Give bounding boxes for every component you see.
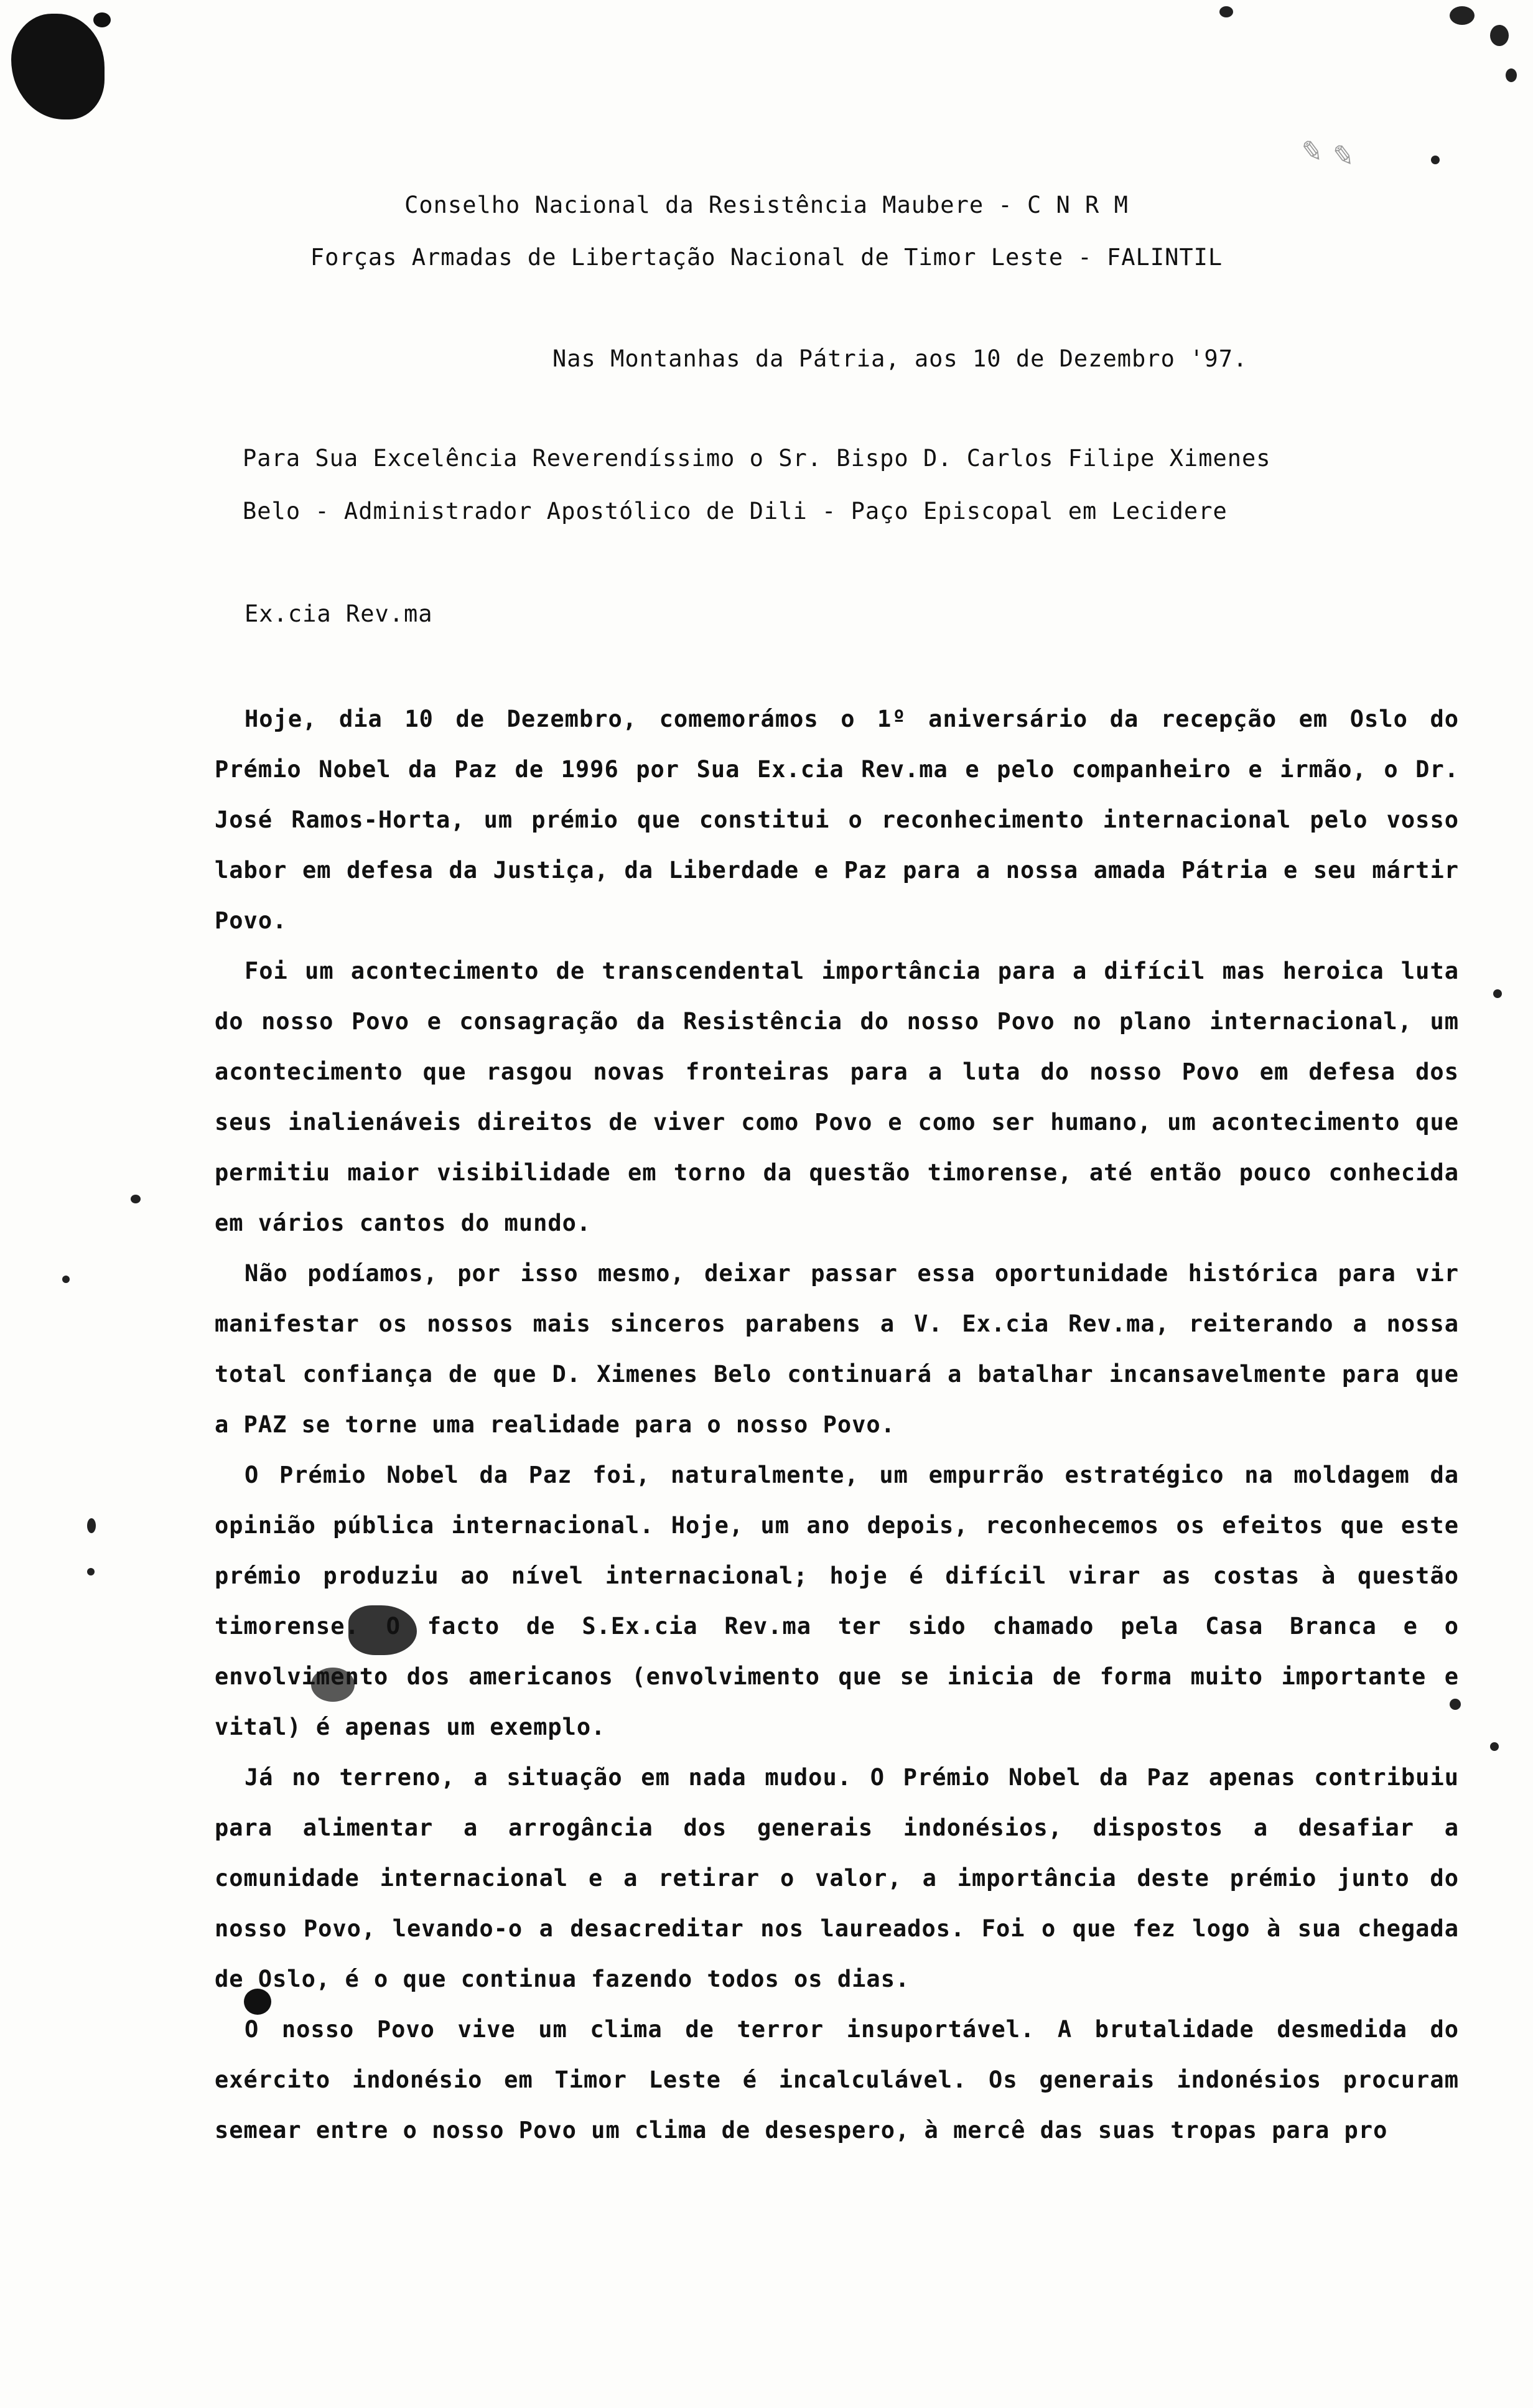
speck <box>1450 6 1475 25</box>
ink-blot-top-left <box>11 14 105 119</box>
salutation: Ex.cia Rev.ma <box>245 600 433 627</box>
speck <box>87 1518 96 1533</box>
addressee-line-2: Belo - Administrador Apostólico de Dili - Paço Episcopal em Lecidere <box>243 498 1228 525</box>
speck <box>1490 1742 1499 1751</box>
body-paragraph-2: Foi um acontecimento de transcendental importância para a difícil mas heroica luta do nosso Povo e consagração da Resistência do nosso Povo no plano internacional, um acontecimento que rasgou novas fronteiras para a luta do nosso Povo em defesa dos seus inalienáveis direitos de viver como Povo e como ser humano, um acontecimento que permitiu maior visibilidade em torno da questão timorense, até então pouco conhecida em vários cantos do mundo. <box>215 958 1459 1236</box>
body-paragraph-3: Não podíamos, por isso mesmo, deixar passar essa oportunidade histórica para vir manifestar os nossos mais sinceros parabens a V. Ex.cia Rev.ma, reiterando a nossa total confiança de que D. Ximenes Belo continuará a batalhar incansavelmente para que a PAZ se torne uma realidade para o nosso Povo. <box>215 1260 1459 1438</box>
speck <box>1490 25 1509 46</box>
speck <box>1506 68 1517 82</box>
addressee-line-1: Para Sua Excelência Reverendíssimo o Sr. Bispo D. Carlos Filipe Ximenes <box>243 445 1271 472</box>
speck <box>87 1568 95 1575</box>
faint-stamp-mark: ✎ ✎ <box>1298 134 1357 174</box>
organization-header: Conselho Nacional da Resistência Maubere - C N R M <box>404 192 1129 218</box>
ink-blot-top-left-small <box>93 12 111 27</box>
speck <box>1493 989 1502 998</box>
speck <box>131 1195 141 1203</box>
body-paragraph-1: Hoje, dia 10 de Dezembro, comemorámos o 1º aniversário da recepção em Oslo do Prémio Nobel da Paz de 1996 por Sua Ex.cia Rev.ma e pelo companheiro e irmão, o Dr. José Ramos-Horta, um prémio que constitui o reconhecimento internacional pelo vosso labor em defesa da Justiça, da Liberdade e Paz para a nossa amada Pátria e seu mártir Povo. <box>215 706 1459 934</box>
speck <box>62 1276 70 1283</box>
date-line: Nas Montanhas da Pátria, aos 10 de Dezembro '97. <box>552 345 1248 372</box>
speck <box>1431 156 1440 164</box>
letter-body <box>215 694 1459 2155</box>
speck <box>1219 6 1233 17</box>
organization-subheader: Forças Armadas de Libertação Nacional de Timor Leste - FALINTIL <box>310 244 1223 271</box>
body-paragraph-6: O nosso Povo vive um clima de terror insuportável. A brutalidade desmedida do exército indonésio em Timor Leste é incalculável. Os generais indonésios procuram semear entre o nosso Povo um clima de desespero, à mercê das suas tropas para pro <box>215 2016 1459 2144</box>
body-paragraph-4: O Prémio Nobel da Paz foi, naturalmente, um empurrão estratégico na moldagem da opinião pública internacional. Hoje, um ano depois, reconhecemos os efeitos que este prémio produziu ao nível internacional; hoje é difícil virar as costas à questão timorense. O facto de S.Ex.cia Rev.ma ter sido chamado pela Casa Branca e o envolvimento dos americanos (envolvimento que se inicia de forma muito importante e vital) é apenas um exemplo. <box>215 1462 1459 1740</box>
body-paragraph-5: Já no terreno, a situação em nada mudou. O Prémio Nobel da Paz apenas contribuiu para alimentar a arrogância dos generais indonésios, dispostos a desafiar a comunidade internacional e a retirar o valor, a importância deste prémio junto do nosso Povo, levando-o a desacreditar nos laureados. Foi o que fez logo à sua chegada de Oslo, é o que continua fazendo todos os dias. <box>215 1764 1459 1992</box>
